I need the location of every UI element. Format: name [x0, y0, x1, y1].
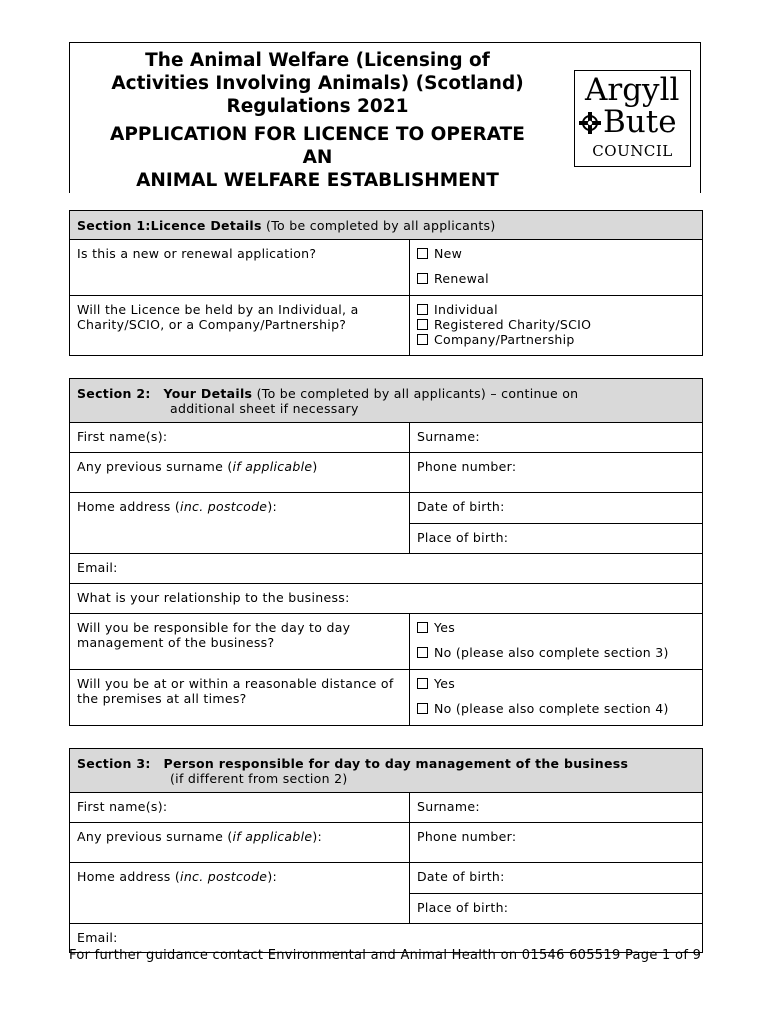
option-company[interactable]: Company/Partnership	[417, 332, 695, 347]
checkbox[interactable]	[417, 273, 428, 284]
option-yes[interactable]: Yes	[417, 676, 695, 691]
q-licence-holder-type: Will the Licence be held by an Individual, a Charity/SCIO, or a Company/Partnership?	[70, 296, 410, 356]
birth-details	[410, 863, 703, 924]
email-field[interactable]: Email:	[70, 924, 703, 953]
birth-details	[410, 493, 703, 554]
first-name-field[interactable]: First name(s):	[70, 423, 410, 453]
surname-field[interactable]: Surname:	[410, 793, 703, 823]
phone-number-field[interactable]: Phone number:	[410, 453, 703, 493]
checkbox[interactable]	[417, 678, 428, 689]
section-1-table	[69, 210, 703, 356]
page-footer: For further guidance contact Environmental and Animal Health on 01546 605519 Page 1 of 9	[69, 948, 702, 963]
relationship-field[interactable]: What is your relationship to the business:	[70, 584, 703, 614]
option-new[interactable]: New	[417, 246, 695, 261]
option-charity[interactable]: Registered Charity/SCIO	[417, 317, 695, 332]
day-to-day-options	[410, 614, 703, 670]
email-field[interactable]: Email:	[70, 554, 703, 584]
option-yes[interactable]: Yes	[417, 620, 695, 635]
checkbox[interactable]	[417, 703, 428, 714]
checkbox[interactable]	[417, 248, 428, 259]
regulation-title: The Animal Welfare (Licensing of Activities Involving Animals) (Scotland) Regulations 2021	[111, 50, 524, 117]
previous-surname-field[interactable]: Any previous surname (if applicable)	[70, 453, 410, 493]
checkbox[interactable]	[417, 334, 428, 345]
logo-bute: Bute	[603, 104, 677, 140]
phone-number-field[interactable]: Phone number:	[410, 823, 703, 863]
application-title: APPLICATION FOR LICENCE TO OPERATE AN ANIMAL WELFARE ESTABLISHMENT	[110, 124, 525, 191]
option-no[interactable]: No (please also complete section 4)	[417, 701, 695, 716]
q-day-to-day-management: Will you be responsible for the day to day management of the business?	[70, 614, 410, 670]
section-2-table	[69, 378, 703, 726]
q-reasonable-distance: Will you be at or within a reasonable distance of the premises at all times?	[70, 670, 410, 726]
new-renewal-options	[410, 240, 703, 296]
council-logo	[574, 70, 691, 167]
date-of-birth-field[interactable]: Date of birth:	[417, 499, 505, 514]
place-of-birth-field[interactable]: Place of birth:	[410, 523, 702, 553]
option-individual[interactable]: Individual	[417, 302, 695, 317]
q-new-or-renewal: Is this a new or renewal application?	[70, 240, 410, 296]
option-renewal[interactable]: Renewal	[417, 271, 695, 286]
logo-argyll: Argyll	[585, 72, 680, 108]
previous-surname-field[interactable]: Any previous surname (if applicable):	[70, 823, 410, 863]
place-of-birth-field[interactable]: Place of birth:	[410, 893, 702, 923]
logo-council: COUNCIL	[592, 142, 673, 160]
document-header	[69, 42, 701, 193]
section-3-heading: Section 3: Person responsible for day to day management of the business (if different from section 2)	[70, 749, 703, 793]
home-address-field[interactable]: Home address (inc. postcode):	[70, 863, 410, 924]
option-no[interactable]: No (please also complete section 3)	[417, 645, 695, 660]
checkbox[interactable]	[417, 622, 428, 633]
licence-holder-options	[410, 296, 703, 356]
distance-options	[410, 670, 703, 726]
first-name-field[interactable]: First name(s):	[70, 793, 410, 823]
date-of-birth-field[interactable]: Date of birth:	[417, 869, 505, 884]
surname-field[interactable]: Surname:	[410, 423, 703, 453]
section-1-heading: Section 1:Licence Details (To be completed by all applicants)	[70, 211, 703, 240]
checkbox[interactable]	[417, 647, 428, 658]
section-3-table	[69, 748, 703, 953]
celtic-cross-icon	[578, 111, 602, 135]
checkbox[interactable]	[417, 319, 428, 330]
home-address-field[interactable]: Home address (inc. postcode):	[70, 493, 410, 554]
checkbox[interactable]	[417, 304, 428, 315]
section-2-heading: Section 2: Your Details (To be completed by all applicants) – continue on additional sheet if necessary	[70, 379, 703, 423]
